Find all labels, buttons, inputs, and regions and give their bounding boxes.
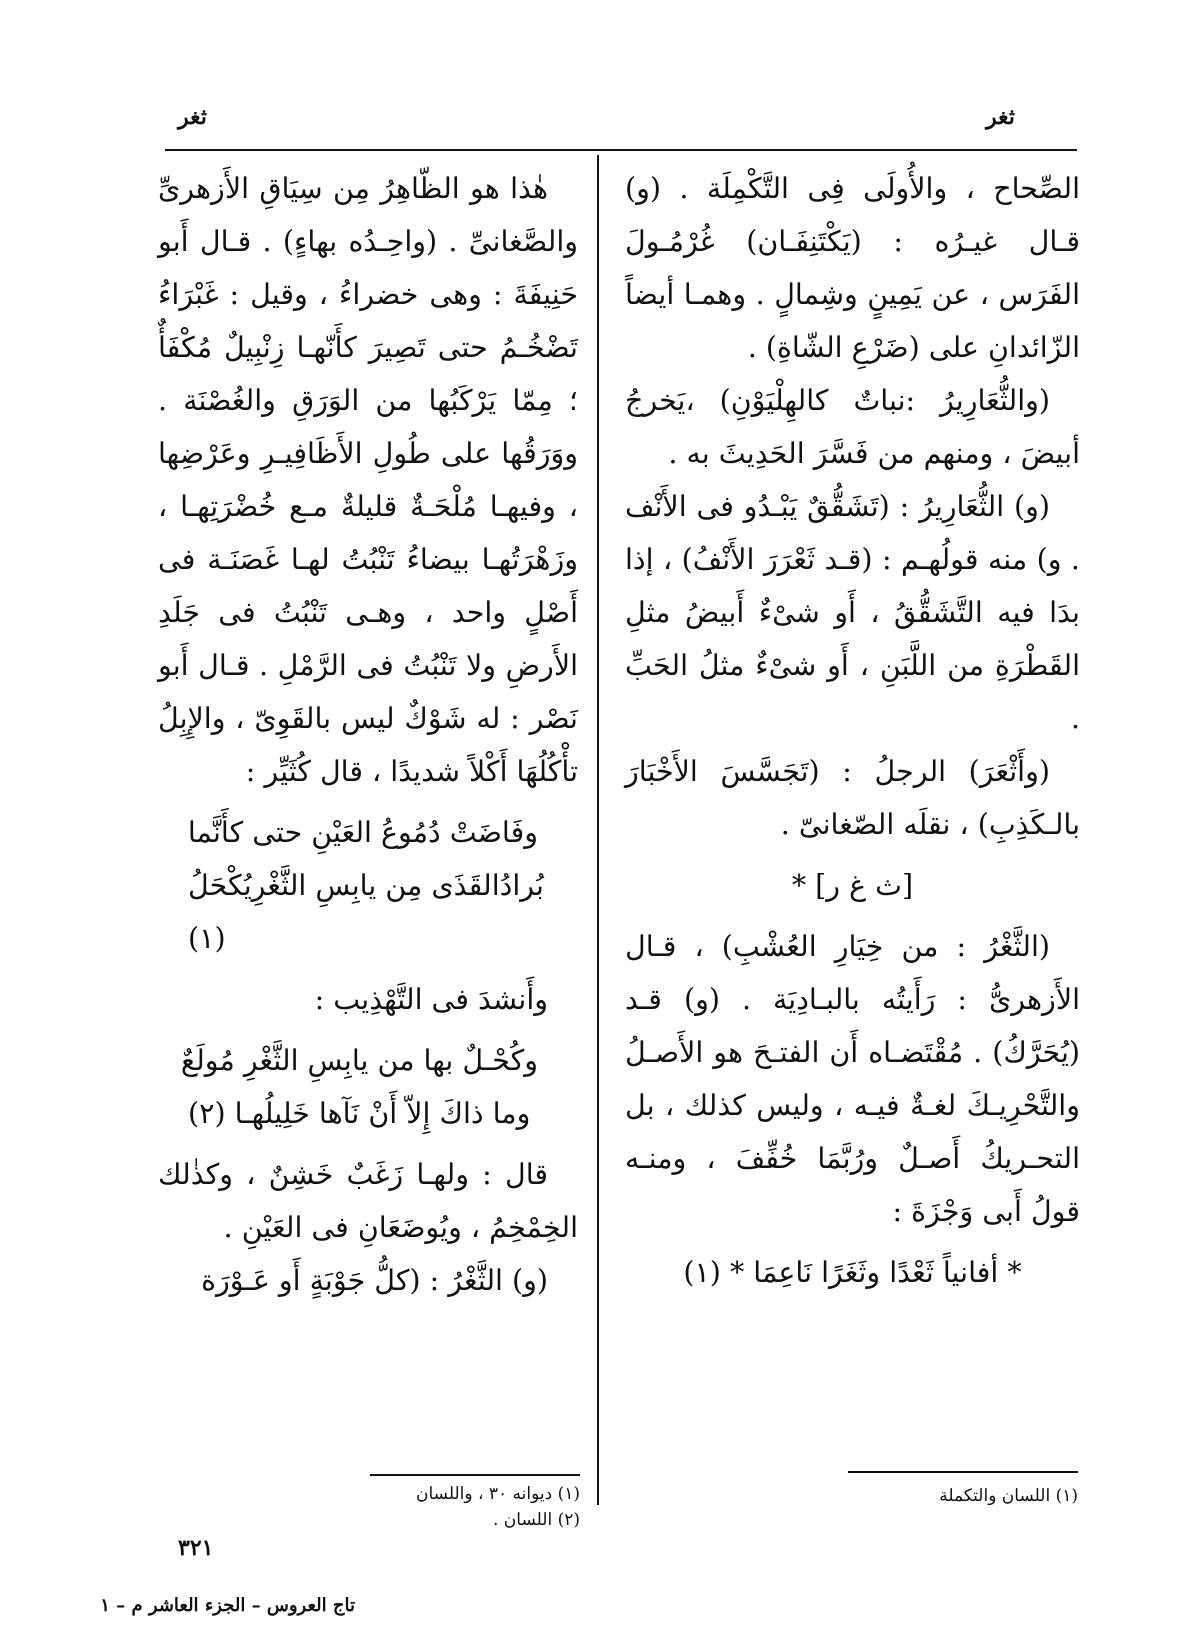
footnote-rule-left [370, 1474, 580, 1476]
paragraph: (وأَثْعَرَ) الرجلُ : (تَجَسَّسَ الأَخْبَارَ بالـكَذِبِ) ، نقلَه الصّغانىّ . [625, 755, 1080, 841]
paragraph: هٰذا هو الظّاهِرُ مِن سِيَاقِ الأَزهرىِّ والصَّغانىِّ . (واحِـدُه بهاءٍ) . قـال أَبو حَنِيفَةَ : وهى خضراءُ ، وقيل : غَبْرَاءُ تَضْخُـمُ حتى تَصِيرَ كأَنّهـا زِنْبِيلٌ مُكْفَأٌ ؛ مِمّا يَرْكَبُها من الوَرَقِ والغُصْنَة . ووَرَقُها على طُولِ الأَظَافِيـرِ وعَرْضِها ، وفيهـا مُلْحَـةٌ قليلةٌ مـع خُضْرَتِهـا ، وزَهْرَتُهـا بيضاءُ تَنْبُتُ لهـا غَصَنَـة فى أَصْلٍ واحد ، وهـى تَنْبُتُ فى جَلَدِ الأَرضِ ولا تَنْبُتُ فى الرَّمْلِ . قـال أَبو نَصْر : له شَوْكٌ ليس بالقَوِىّ ، والإِبِلُ تأْكُلُهَا أَكْلاً شديدًا ، قال كُثَيِّر : [158, 172, 578, 788]
footnote: (٢) اللسان . [493, 1510, 580, 1530]
verse-line: بُرادُالقَذَى مِن يابِسِ الثَّغْرِيُكْحَلُ (١) [188, 869, 544, 955]
right-column [625, 162, 1080, 1307]
paragraph: (الثَّغْرُ : من خِيَارِ العُشْبِ) ، قـال الأَزهرىُّ : رَأَيتُه بالبـادِيَة . (و) قـد (يُحَرَّكُ) . مُقْتَضـاه أَن الفتـحَ هو الأَصـلُ والتَّحْرِيـكَ لغـةٌ فيـه ، وليس كذلك ، بل التحـريكُ أَصـلٌ ورُبَّمَا خُفِّفَ ، ومنـه قولُ أَبى وَجْزَةَ : [625, 930, 1080, 1228]
paragraph: وأَنشدَ فى التَّهْذِيب : [314, 983, 548, 1016]
paragraph: (و) الثَّغْرُ : (كلُّ جَوْبَةٍ أَو عَـوْرَة [201, 1264, 548, 1297]
verse-line: وكُحْـلٌ بها من يابِسِ الثَّغْرِ مُولَعٌ [180, 1044, 538, 1077]
entry-heading: [ث غ ر] * [791, 869, 914, 902]
verse: * أفانياً ثَعْدًا وثَغَرًا نَاعِمَا * (١) [683, 1256, 1022, 1289]
running-header-left: ثغر [178, 104, 207, 130]
verse-line: وفَاضَتْ دُمُوعُ العَيْنِ حتى كأَنَّما [187, 816, 538, 849]
paragraph: الصِّحاح ، والأُولَى فِى التَّكْمِلَة . (و) قـال غيـرُه : (يَكْتَنِفَـان) غُرْمُـولَ الفَرَس ، عن يَمِينٍ وشِمالٍ . وهمـا أيضاً الزّائدانِ على (ضَرْعِ الشّاةِ) . [625, 172, 1080, 364]
verse-line: وما ذاكَ إِلاّ أَنْ نَآها خَلِيلُهـا (٢) [188, 1097, 531, 1130]
footnotes-left [300, 1481, 580, 1533]
footnote-right: (١) اللسان والتكملة [939, 1486, 1078, 1506]
paragraph: (و) الثُّعَارِيرُ : (تَشَقُّقٌ يَبْـدُو فى الأَنْف . و) منه قولُهـم : (قـد ثَعْرَرَ الأَنْفُ) ، إذا بدَا فيه التَّشَقُّقُ ، أَو شىْءٌ أَبيضُ مثلِ القَطْرَةِ من اللَّبَنِ ، أَو شىْءٌ مثلُ الحَبِّ . [625, 490, 1080, 735]
running-header-right: ثغر [986, 104, 1015, 130]
header-rule [165, 149, 1077, 151]
paragraph: قال : ولهـا زَغَبٌ خَشِنٌ ، وكذٰلك الخِمْخِمُ ، ويُوضَعَانِ فى العَيْنِ . [158, 1158, 578, 1244]
paragraph: (والثُّعَارِيرُ :نباتٌ كالهِلْيَوْنِ) ،يَخرجُ أبيضَ ، ومنهم من فَسَّرَ الحَدِيثَ به . [625, 384, 1080, 470]
volume-signature: تاج العروس – الجزء العاشر م – ١ [100, 1595, 355, 1616]
left-column [158, 162, 578, 1307]
footnote-rule-right [848, 1471, 1078, 1473]
page-number: ٣٢١ [178, 1535, 214, 1561]
column-divider [597, 155, 599, 1505]
footnote: (١) ديوانه ٣٠ ، واللسان [415, 1484, 580, 1504]
